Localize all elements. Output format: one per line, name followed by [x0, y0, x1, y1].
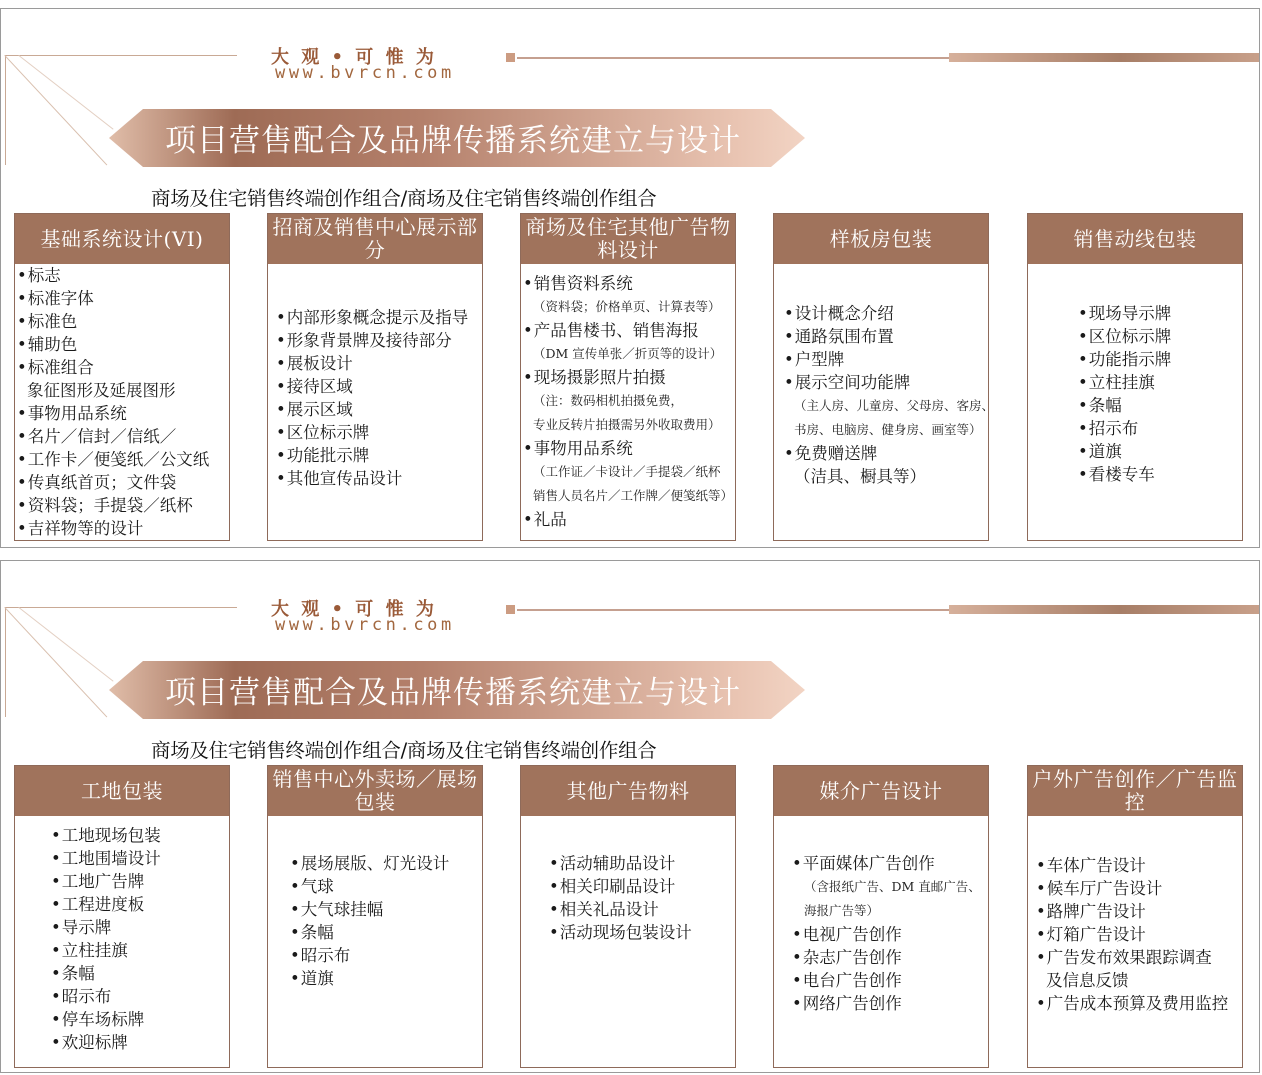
list-item: • 气球 [290, 875, 480, 898]
logo-text: 大 观 • 可 惟 为 [271, 599, 437, 620]
list-item: • 杂志广告创作 [792, 946, 986, 969]
list-note: （主人房、儿童房、父母房、客房、 [794, 398, 995, 413]
column-header: 商场及住宅其他广告物料设计 [521, 214, 735, 264]
column-header: 销售动线包装 [1028, 214, 1242, 264]
corner-line [5, 607, 237, 608]
list-note: 海报广告等） [804, 903, 880, 918]
slide-2 [0, 560, 1260, 1073]
list-item: • 条幅 [290, 921, 480, 944]
header-bar [949, 605, 1260, 614]
header-bar [949, 53, 1260, 62]
column-ad-materials [520, 213, 736, 541]
list-note: 专业反转片拍摄需另外收取费用） [533, 417, 721, 432]
list-item: • 活动辅助品设计 [549, 852, 733, 875]
list-item: • 道旗 [290, 967, 480, 990]
list-item: • 接待区域 [276, 375, 480, 398]
corner-line [5, 55, 237, 56]
corner-line [18, 55, 113, 130]
list-item: • 工程进度板 [51, 893, 227, 916]
list-item: • 事物用品系统 [523, 437, 733, 460]
list-note: （资料袋；价格单页、计算表等） [533, 299, 721, 314]
list-item: • 展场展版、灯光设计 [290, 852, 480, 875]
list-item: • 相关礼品设计 [549, 898, 733, 921]
list-item: • 相关印刷品设计 [549, 875, 733, 898]
column-outdoor-venue [267, 765, 483, 1068]
list-item: • 销售资料系统 [523, 272, 733, 295]
list-item: • 立柱挂旗 [51, 939, 227, 962]
list-item: • 礼品 [523, 508, 733, 531]
corner-line [4, 607, 107, 717]
list-item: • 区位标示牌 [1078, 325, 1240, 348]
column-header: 户外广告创作／广告监控 [1028, 766, 1242, 816]
list-item: • 昭示布 [290, 944, 480, 967]
list-item: • 辅助色 [17, 333, 227, 356]
list-item: • 条幅 [1078, 394, 1240, 417]
header-line [517, 609, 949, 611]
list-item: • 标志 [17, 264, 227, 287]
list-item: • 事物用品系统 [17, 402, 227, 425]
column-body [15, 816, 229, 1054]
list-note: 销售人员名片／工作牌／便笺纸等） [533, 488, 734, 503]
list-item: • 区位标示牌 [276, 421, 480, 444]
list-item: • 招示布 [1078, 417, 1240, 440]
column-header: 基础系统设计(VI) [15, 214, 229, 264]
page-title: 项目营售配合及品牌传播系统建立与设计 [165, 123, 741, 159]
list-item: • 现场摄影照片拍摄 [523, 366, 733, 389]
column-other-materials [520, 765, 736, 1068]
column-header: 销售中心外卖场／展场包装 [268, 766, 482, 816]
list-item: • 立柱挂旗 [1078, 371, 1240, 394]
column-vi [14, 213, 230, 541]
column-body [15, 264, 229, 540]
list-item: • 标准色 [17, 310, 227, 333]
list-item: 及信息反馈 [1046, 971, 1129, 990]
corner-line [18, 607, 113, 682]
header-square [506, 53, 515, 62]
list-item: • 广告成本预算及费用监控 [1036, 992, 1240, 1015]
list-item: • 电视广告创作 [792, 923, 986, 946]
list-note: （工作证／卡设计／手提袋／纸杯 [533, 464, 721, 479]
column-header: 其他广告物料 [521, 766, 735, 816]
list-item: • 功能批示牌 [276, 444, 480, 467]
column-body [521, 816, 735, 944]
page-title: 项目营售配合及品牌传播系统建立与设计 [165, 675, 741, 711]
list-item: • 工地广告牌 [51, 870, 227, 893]
list-item: • 电台广告创作 [792, 969, 986, 992]
logo-text: 大 观 • 可 惟 为 [271, 47, 437, 68]
column-body [774, 264, 995, 488]
logo-url: www.bvrcn.com [275, 615, 455, 635]
list-item: • 户型牌 [784, 348, 986, 371]
list-item: • 资料袋；手提袋／纸杯 [17, 494, 227, 517]
column-body [268, 264, 482, 490]
column-media-ads [773, 765, 989, 1068]
list-item: • 车体广告设计 [1036, 854, 1240, 877]
list-item: • 其他宣传品设计 [276, 467, 480, 490]
column-body [521, 264, 735, 531]
corner-line [5, 55, 6, 165]
list-item: • 传真纸首页；文件袋 [17, 471, 227, 494]
column-header: 招商及销售中心展示部分 [268, 214, 482, 264]
list-item: • 标准组合 [17, 356, 227, 379]
list-item: • 昭示布 [51, 985, 227, 1008]
column-header: 工地包装 [15, 766, 229, 816]
column-body [268, 816, 482, 990]
list-item: • 功能指示牌 [1078, 348, 1240, 371]
list-item: • 工地现场包装 [51, 824, 227, 847]
header-square [506, 605, 515, 614]
column-header: 样板房包装 [774, 214, 988, 264]
logo-url: www.bvrcn.com [275, 63, 455, 83]
list-item: • 产品售楼书、销售海报 [523, 319, 733, 342]
column-sales-route [1027, 213, 1243, 541]
list-note: （注：数码相机拍摄免费， [533, 393, 684, 408]
list-item: • 设计概念介绍 [784, 302, 986, 325]
list-item: • 看楼专车 [1078, 463, 1240, 486]
list-item: • 平面媒体广告创作 [792, 852, 986, 875]
list-item: • 大气球挂幅 [290, 898, 480, 921]
list-item: • 名片／信封／信纸／ [17, 425, 227, 448]
header-line [517, 57, 949, 59]
column-sales-center [267, 213, 483, 541]
column-site [14, 765, 230, 1068]
column-body [1028, 816, 1242, 1015]
list-note: （DM 宣传单张／折页等的设计） [533, 346, 723, 361]
list-item: • 免费赠送牌 [784, 442, 986, 465]
list-item: • 展板设计 [276, 352, 480, 375]
corner-line [4, 55, 107, 165]
list-note: 书房、电脑房、健身房、画室等） [794, 422, 982, 437]
column-outdoor-ads [1027, 765, 1243, 1068]
list-item: • 工地围墙设计 [51, 847, 227, 870]
list-item: • 导示牌 [51, 916, 227, 939]
list-item: • 候车厅广告设计 [1036, 877, 1240, 900]
slide-1 [0, 8, 1260, 548]
list-item: • 停车场标牌 [51, 1008, 227, 1031]
list-item: 象征图形及延展图形 [27, 381, 176, 400]
list-item: • 展示空间功能牌 [784, 371, 986, 394]
list-item: • 灯箱广告设计 [1036, 923, 1240, 946]
list-item: • 标准字体 [17, 287, 227, 310]
list-item: • 内部形象概念提示及指导 [276, 306, 480, 329]
list-item: • 道旗 [1078, 440, 1240, 463]
list-item: • 路牌广告设计 [1036, 900, 1240, 923]
column-showroom [773, 213, 995, 541]
page-subtitle: 商场及住宅销售终端创作组合/商场及住宅销售终端创作组合 [151, 739, 657, 762]
list-item: • 广告发布效果跟踪调查 [1036, 946, 1240, 969]
column-body [1028, 264, 1242, 486]
list-item: • 活动现场包装设计 [549, 921, 733, 944]
list-item: • 展示区域 [276, 398, 480, 421]
column-header: 媒介广告设计 [774, 766, 988, 816]
list-item: （洁具、橱具等） [794, 467, 926, 486]
list-item: • 条幅 [51, 962, 227, 985]
list-note: （含报纸广告、DM 直邮广告、 [804, 879, 981, 894]
list-item: • 欢迎标牌 [51, 1031, 227, 1054]
corner-line [5, 607, 6, 717]
page-subtitle: 商场及住宅销售终端创作组合/商场及住宅销售终端创作组合 [151, 187, 657, 210]
list-item: • 吉祥物等的设计 [17, 517, 227, 540]
list-item: • 通路氛围布置 [784, 325, 986, 348]
list-item: • 现场导示牌 [1078, 302, 1240, 325]
column-body [774, 816, 988, 1015]
list-item: • 形象背景牌及接待部分 [276, 329, 480, 352]
list-item: • 网络广告创作 [792, 992, 986, 1015]
list-item: • 工作卡／便笺纸／公文纸 [17, 448, 227, 471]
